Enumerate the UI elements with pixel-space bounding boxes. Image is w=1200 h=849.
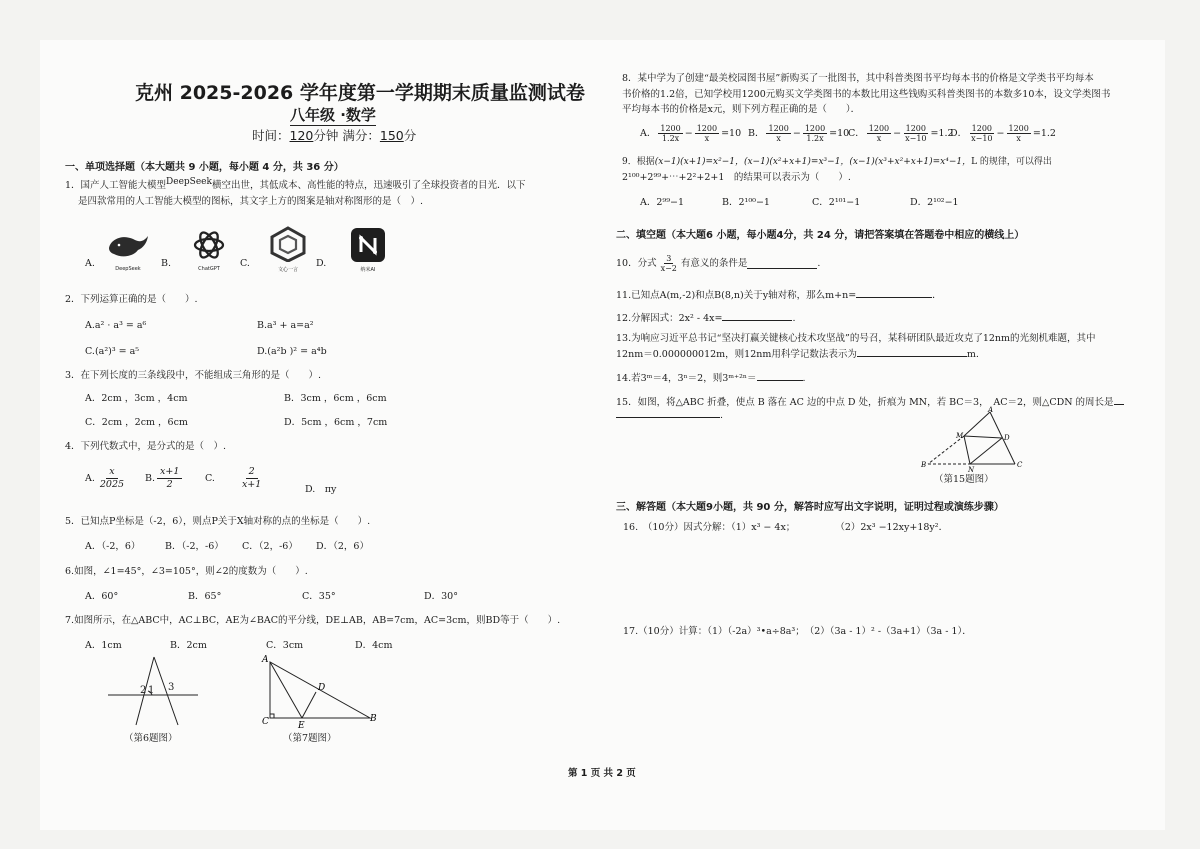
q3-stem: 3．在下列长度的三条线段中，不能组成三角形的是（ ）. xyxy=(65,370,322,381)
q1-option-b: B. xyxy=(161,258,172,269)
wenxin-logo xyxy=(268,226,308,272)
q2-option-c: C.(a²)³ = a⁵ xyxy=(85,346,140,357)
q8-b-n1: 1200 xyxy=(768,124,789,133)
q6-option-a: A．60° xyxy=(85,591,119,602)
q4-a-num: x xyxy=(106,466,117,479)
q2-option-b: B.a³ + a=a² xyxy=(257,320,314,331)
q10-text-a: 10．分式 xyxy=(616,257,657,269)
q1-option-a: A. xyxy=(85,258,95,269)
nami-logo xyxy=(351,228,385,274)
q8-a-n2: 1200 xyxy=(696,124,718,133)
q6-option-c: C．35° xyxy=(302,591,336,602)
q8-a-rhs: =10 xyxy=(721,127,742,139)
q8-d-label: D． xyxy=(950,127,968,139)
q9-eq3: (x−1)(x³+x²+x+1)=x⁴−1， xyxy=(849,157,972,167)
q15-line2 xyxy=(616,408,723,422)
q15-text: 15．如图，将△ABC 折叠，使点 B 落在 AC 边的中点 D 处，折痕为 MN，若 BC＝3， AC＝2，则△CDN 的周长是 xyxy=(616,397,1114,408)
time-value: 120 xyxy=(289,128,314,143)
q10-text-b: 有意义的条件是 xyxy=(680,257,748,269)
q7-option-b: B．2cm xyxy=(170,640,207,651)
section-heading-fill: 二、填空题（本大题6 小题，每小题4分，共 24 分，请把答案填在答题卷中相应的横线上） xyxy=(616,230,1025,241)
q4-c-den: x+1 xyxy=(241,479,262,490)
q8-option-c: C． $\frac{1200}{x}$ − $\frac{1200}{x-10}$ =1.2 xyxy=(848,124,954,143)
fig15-label-d: D xyxy=(1004,434,1010,442)
exam-title: 克州 2025-2026 学年度第一学期期末质量监测试卷 xyxy=(135,82,585,104)
score-value: 150 xyxy=(379,128,404,143)
q8-c-d1: x xyxy=(876,134,882,143)
q13-text-b: m. xyxy=(966,349,979,360)
q5-option-b: B．（-2，-6） xyxy=(165,541,224,552)
q5-option-c: C．（2，-6） xyxy=(242,541,298,552)
q1-line1 xyxy=(65,176,525,192)
figure-15 xyxy=(920,406,1030,472)
q8-b-d2: 1.2x xyxy=(806,134,824,143)
q9-text-b: L 的规律，可以得出 xyxy=(971,157,1052,167)
q9-text-c: 的结果可以表示为（ ）. xyxy=(733,172,851,183)
q8-d-rhs: =1.2 xyxy=(1032,127,1056,139)
fig6-label-3: 3 xyxy=(168,682,175,693)
q8-option-d: D． $\frac{1200}{x-10}$ − $\frac{1200}{x}$ =1.2 xyxy=(950,124,1056,143)
wenxin-caption: 文心一言 xyxy=(277,267,298,273)
q12-text-b: . xyxy=(792,313,796,324)
q14-text: 14.若3ᵐ＝4，3ⁿ＝2，则3ᵐ⁺²ⁿ＝ xyxy=(616,373,757,384)
q9-text-a: 9．根据 xyxy=(622,157,655,167)
q8-d-n1: 1200 xyxy=(971,124,992,133)
q2-option-d: D.(a²b )² = a⁴b xyxy=(257,346,327,357)
q4-c-num: 2 xyxy=(246,466,258,479)
q8-b-d1: x xyxy=(776,134,781,143)
q1-line2: 是四款常用的人工智能大模型的图标，其文字上方的图案是轴对称图形的是（ ）. xyxy=(78,196,424,207)
q4-stem: 4．下列代数式中，是分式的是（ ）. xyxy=(65,441,227,452)
q16-part1: 16. （10分）因式分解：（1）x³ − 4x； xyxy=(623,522,796,533)
q15-line1 xyxy=(616,395,1124,409)
q8-b-n2: 1200 xyxy=(804,124,826,133)
q15-blank-tail xyxy=(1114,395,1124,405)
q7-option-d: D．4cm xyxy=(355,640,393,651)
q9-line2 xyxy=(622,172,851,184)
q8-c-n1: 1200 xyxy=(868,124,890,133)
q4-a-den: 2025 xyxy=(99,479,125,490)
q10-den: x−2 xyxy=(660,264,677,273)
q8-line2: 书价格的1.2倍，已知学校用1200元购买文学类图书的本数比用这些钱购买科普类图书的本数多10本，设文学类图书 xyxy=(622,89,1111,100)
q17: 17.（10分）计算：（1）（-2a）³•a÷8a³； （2）（3a - 1）² -（3a+1）（3a - 1）． xyxy=(623,626,972,637)
fig15-label-c: C xyxy=(1017,461,1023,469)
q12 xyxy=(616,311,795,325)
chatgpt-caption: ChatGPT xyxy=(198,266,220,272)
q5-option-a: A．（-2，6） xyxy=(85,541,141,552)
q9-option-a: A．2⁹⁹−1 xyxy=(640,197,685,208)
openai-knot-icon xyxy=(190,228,228,262)
fig6-caption: （第6题图） xyxy=(124,733,178,744)
fig6-label-2: 2 xyxy=(140,685,147,696)
q11-text: 11.已知点A(m,-2)和点B(8,n)关于y轴对称，那么m+n= xyxy=(616,290,857,301)
q9-eq2: (x−1)(x²+x+1)=x³−1， xyxy=(743,157,850,167)
q8-line3: 平均每本书的价格是x元，则下列方程正确的是（ ）． xyxy=(622,104,861,115)
q8-c-n2: 1200 xyxy=(905,124,926,133)
q1-model-name: DeepSeek xyxy=(166,177,212,187)
q8-b-rhs: =10 xyxy=(829,127,850,139)
q8-d-n2: 1200 xyxy=(1008,124,1029,133)
deepseek-logo xyxy=(105,230,151,272)
q15-text-b: . xyxy=(720,410,724,421)
fig15-label-b: B xyxy=(921,461,927,469)
q1-text-b: 横空出世，其低成本、高性能的特点，迅速吸引了全球投资者的目光．以下 xyxy=(211,180,526,192)
q8-a-n1: 1200 xyxy=(660,124,681,133)
q10-num: 3 xyxy=(666,254,672,263)
fig15-label-a: A xyxy=(988,406,994,414)
q4-option-b xyxy=(145,466,184,491)
q8-d-d1: x−10 xyxy=(971,134,993,143)
q8-c-d2: x−10 xyxy=(905,134,927,143)
hexagon-cube-icon xyxy=(268,226,308,262)
time-score-line xyxy=(252,126,416,144)
q10-text-c: . xyxy=(817,257,821,269)
q4-b-label: B. xyxy=(145,472,156,484)
q6-stem: 6.如图，∠1=45°，∠3=105°，则∠2的度数为（ ）. xyxy=(65,566,308,577)
q10-answer-blank[interactable] xyxy=(747,259,817,269)
q15-answer-blank[interactable] xyxy=(616,408,720,418)
q2-option-a: A.a² · a³ = a⁶ xyxy=(85,320,147,331)
fig7-caption: （第7题图） xyxy=(283,733,337,744)
q11 xyxy=(616,288,942,302)
q7-stem: 7.如图所示，在△ABC中，AC⊥BC，AE为∠BAC的平分线，DE⊥AB，AB=7cm，AC=3cm，则BD等于（ ）. xyxy=(65,615,561,626)
q16-part2: （2）2x³ −12xy+18y²． xyxy=(835,522,949,533)
q13-line1: 13.为响应习近平总书记“坚决打赢关键核心技术攻坚战”的号召，某科研团队最近攻克了12nm的光刻机难题，其中 xyxy=(616,333,1096,344)
q3-option-b: B．3cm ，6cm ，6cm xyxy=(284,393,387,404)
nami-n-icon xyxy=(351,228,385,262)
section-heading-answer: 三、解答题（本大题9小题，共 90 分，解答时应写出文字说明，证明过程或演练步骤） xyxy=(616,502,1004,513)
q8-line1: 8．某中学为了创建“最美校园图书屋”新购买了一批图书，其中科普类图书平均每本书的价格是文学类书平均每本 xyxy=(622,73,1094,84)
q1-option-c: C. xyxy=(240,258,250,269)
q4-c-label: C. xyxy=(205,472,215,484)
q6-option-b: B．65° xyxy=(188,591,222,602)
q3-option-c: C．2cm ，2cm ，6cm xyxy=(85,417,188,428)
q12-text: 12.分解因式：2x² - 4x= xyxy=(616,313,723,324)
fig7-label-c: C xyxy=(262,717,269,727)
q8-option-a: A． $\frac{1200}{1.2x}$ − $\frac{1200}{x}$ =10 xyxy=(640,124,742,143)
section-heading-choice: 一、单项选择题（本大题共 9 小题，每小题 4 分，共 36 分） xyxy=(65,162,344,173)
q2-stem: 2．下列运算正确的是（ ）. xyxy=(65,294,198,305)
fig7-label-d: D xyxy=(318,683,326,693)
q8-a-label: A． xyxy=(640,127,657,139)
q14-answer-blank[interactable] xyxy=(757,371,803,381)
fig7-label-b: B xyxy=(370,714,377,724)
q8-a-d1: 1.2x xyxy=(661,134,680,143)
fig6-label-1: 1 xyxy=(148,685,155,696)
q16 xyxy=(623,522,948,534)
q10 xyxy=(616,254,820,273)
chatgpt-logo xyxy=(190,228,228,272)
q1-option-d: D. xyxy=(316,258,327,269)
q4-b-num: x+1 xyxy=(157,466,182,479)
q11-text-b: ． xyxy=(932,290,942,301)
q8-b-label: B． xyxy=(748,127,765,139)
q6-option-d: D．30° xyxy=(424,591,458,602)
q13-answer-blank[interactable] xyxy=(857,347,967,357)
q4-option-a xyxy=(85,466,129,491)
q4-option-c xyxy=(205,466,266,491)
time-unit: 分钟 xyxy=(313,128,339,143)
fig15-label-n: N xyxy=(968,466,975,472)
q14 xyxy=(616,371,806,385)
q4-b-den: 2 xyxy=(166,479,173,490)
time-label: 时间： xyxy=(252,128,290,143)
q7-option-a: A．1cm xyxy=(85,640,122,651)
q8-a-d2: x xyxy=(704,134,710,143)
q9-option-b: B．2¹⁰⁰−1 xyxy=(722,197,770,208)
q3-option-a: A．2cm ，3cm ，4cm xyxy=(85,393,188,404)
q9-eq1: (x−1)(x+1)=x²−1， xyxy=(654,157,744,167)
deepseek-caption: DeepSeek xyxy=(115,266,141,272)
q8-c-label: C． xyxy=(848,127,865,139)
q13-line2 xyxy=(616,347,979,361)
fig7-label-e: E xyxy=(298,721,305,730)
q13-text: 12nm＝0.000000012m，则12nm用科学记数法表示为 xyxy=(616,349,857,360)
nami-caption: 纳米AI xyxy=(360,267,376,273)
figure-6 xyxy=(108,655,198,727)
q4-a-label: A. xyxy=(85,472,95,484)
q12-answer-blank[interactable] xyxy=(722,311,792,321)
q9-line1 xyxy=(622,156,1052,168)
exam-subtitle: 八年级 ·数学 xyxy=(290,106,376,124)
fig7-label-a: A xyxy=(262,655,269,665)
q9-option-c: C．2¹⁰¹−1 xyxy=(812,197,861,208)
q5-stem: 5．已知点P坐标是（-2，6），则点P关于X轴对称的点的坐标是（ ）. xyxy=(65,516,371,527)
q14-text-b: . xyxy=(802,373,806,384)
score-label: 满分： xyxy=(342,128,380,143)
figure-7 xyxy=(258,652,378,730)
score-unit: 分 xyxy=(403,128,417,143)
q3-option-d: D．5cm ，6cm ，7cm xyxy=(284,417,388,428)
page-number: 第 1 页 共 2 页 xyxy=(568,768,636,779)
q9-option-d: D．2¹⁰²−1 xyxy=(910,197,959,208)
fig15-label-m: M xyxy=(956,432,964,440)
q8-d-d2: x xyxy=(1016,134,1021,143)
fig15-caption: （第15题图） xyxy=(934,474,994,485)
q7-option-c: C．3cm xyxy=(266,640,304,651)
q9-sum: 2¹⁰⁰+2⁹⁹+⋯+2²+2+1 xyxy=(622,172,725,183)
whale-icon xyxy=(105,230,151,262)
q11-answer-blank[interactable] xyxy=(856,288,932,298)
q1-text-a: 1．国产人工智能大模型 xyxy=(65,180,167,192)
q8-option-b: B． $\frac{1200}{x}$ − $\frac{1200}{1.2x}$ =10 xyxy=(748,124,850,143)
q5-option-d: D．（2，6） xyxy=(316,541,369,552)
q4-option-d: D. πy xyxy=(305,484,337,495)
q8-c-rhs: =1.2 xyxy=(930,127,954,139)
